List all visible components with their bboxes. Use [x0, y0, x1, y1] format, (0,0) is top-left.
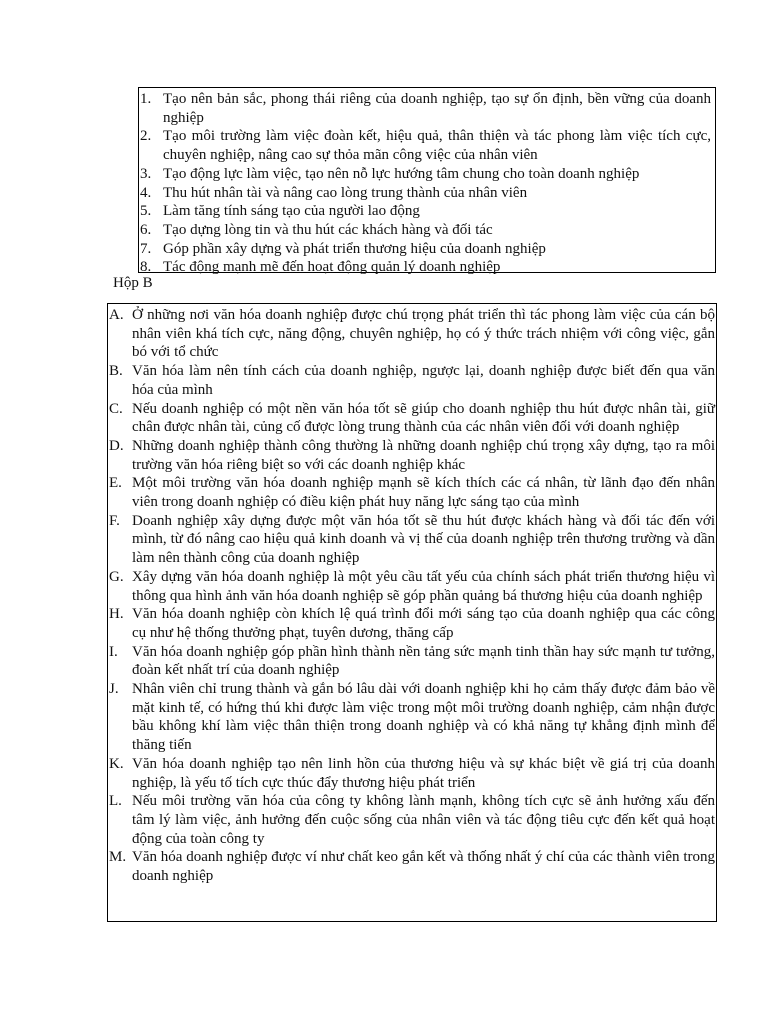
- item-text: Tạo động lực làm việc, tạo nên nỗ lực hướng tâm chung cho toàn doanh nghiệp: [163, 165, 640, 182]
- box-a-item-8: [139, 258, 715, 277]
- item-text: Góp phần xây dựng và phát triển thương hiệu của doanh nghiệp: [163, 240, 546, 257]
- box-a-item-3: [139, 165, 715, 184]
- item-letter: D.: [109, 437, 124, 454]
- box-b-item-g: [108, 568, 716, 605]
- item-text: Văn hóa làm nên tính cách của doanh nghiệp, ngược lại, doanh nghiệp được biết đến qua văn hóa của mình: [132, 363, 715, 398]
- box-b-item-b: [108, 362, 716, 399]
- item-text: Thu hút nhân tài và nâng cao lòng trung thành của nhân viên: [163, 184, 528, 201]
- box-b-item-i: [108, 643, 716, 680]
- item-letter: E.: [109, 475, 122, 492]
- item-text: Văn hóa doanh nghiệp còn khích lệ quá trình đổi mới sáng tạo của doanh nghiệp qua các công cụ như hệ thống thưởng phạt, tuyên dương, thăng cấp: [132, 606, 715, 641]
- item-text: Tác động mạnh mẽ đến hoạt động quản lý doanh nghiệp: [163, 259, 501, 276]
- item-letter: K.: [109, 755, 124, 772]
- box-a-item-7: [139, 240, 715, 259]
- box-b-item-l: [108, 792, 716, 848]
- box-a-item-1: [139, 90, 715, 127]
- box-b-item-m: [108, 848, 716, 885]
- item-text: Tạo môi trường làm việc đoàn kết, hiệu quả, thân thiện và tác phong làm việc tích cực, chuyên nghiệp, nâng cao sự thỏa mãn công việc của nhân viên: [163, 128, 711, 164]
- box-b-list: [107, 303, 717, 922]
- item-text: Văn hóa doanh nghiệp tạo nên linh hồn của thương hiệu và sự khác biệt về giá trị của doanh nghiệp, là yếu tố tích cực thúc đẩy thương hiệu phát triển: [132, 755, 715, 791]
- item-number: 1.: [140, 91, 152, 107]
- item-text: Nhân viên chỉ trung thành và gắn bó lâu dài với doanh nghiệp khi họ cảm thấy được đảm bảo về mặt kinh tế, có hứng thú khi được làm việc trong một môi trường doanh nghiệp, cảm nhận được bầu không khí làm việc thân thiện trong doanh nghiệp và có khả năng tự khẳng định mình để thăng tiến: [132, 681, 715, 754]
- item-text: Nếu doanh nghiệp có một nền văn hóa tốt sẽ giúp cho doanh nghiệp thu hút được nhân tài, giữ chân được nhân tài, củng cố được lòng trung thành của các nhân viên đối với doanh nghiệp: [132, 400, 715, 436]
- box-a-item-6: [139, 221, 715, 240]
- item-text: Những doanh nghiệp thành công thường là những doanh nghiệp chú trọng xây dựng, tạo ra môi trường văn hóa riêng biệt so với các doanh nghiệp khác: [132, 437, 715, 473]
- box-b-item-a: [108, 306, 716, 362]
- item-letter: A.: [109, 307, 124, 323]
- item-letter: L.: [109, 793, 122, 810]
- box-a-item-2: [139, 127, 715, 164]
- item-text: Làm tăng tính sáng tạo của người lao động: [163, 203, 420, 220]
- box-b-item-k: [108, 755, 716, 792]
- box-b-item-f: [108, 512, 716, 568]
- item-letter: G.: [109, 568, 124, 585]
- box-b-item-d: [108, 437, 716, 474]
- box-a-list: [138, 87, 716, 276]
- item-text: Ở những nơi văn hóa doanh nghiệp được chú trọng phát triển thì tác phong làm việc của cán bộ nhân viên khá tích cực, năng động, chuyên nghiệp, họ có ý thức trách nhiệm với công việc, gắn bó với tổ chức: [132, 307, 715, 361]
- item-text: Văn hóa doanh nghiệp góp phần hình thành nền tảng sức mạnh tinh thần hay sức mạnh tư tưởng, đoàn kết nhất trí của doanh nghiệp: [132, 643, 715, 679]
- item-text: Một môi trường văn hóa doanh nghiệp mạnh sẽ kích thích các cá nhân, từ lãnh đạo đến nhân viên trong doanh nghiệp có điều kiện phát huy năng lực sáng tạo của mình: [132, 475, 715, 511]
- box-a-item-4: [139, 184, 715, 203]
- item-number: 6.: [140, 221, 152, 238]
- item-text: Văn hóa doanh nghiệp được ví như chất keo gắn kết và thống nhất ý chí của các thành viên trong doanh nghiệp: [132, 849, 715, 885]
- item-number: 8.: [140, 259, 152, 276]
- item-text: Xây dựng văn hóa doanh nghiệp là một yêu cầu tất yếu của chính sách phát triển thương hiệu vì thông qua hình ảnh văn hóa doanh nghiệp sẽ góp phần quảng bá thương hiệu của doanh nghiệp: [132, 568, 715, 604]
- item-letter: J.: [109, 681, 119, 698]
- box-b-item-c: [108, 400, 716, 437]
- box-a-item-5: [139, 202, 715, 221]
- item-number: 2.: [140, 128, 152, 145]
- item-letter: F.: [109, 512, 120, 529]
- item-letter: H.: [109, 606, 124, 623]
- item-text: Tạo nên bản sắc, phong thái riêng của doanh nghiệp, tạo sự ổn định, bền vững của doanh nghiệp: [163, 91, 711, 126]
- box-b-item-e: [108, 474, 716, 511]
- item-letter: C.: [109, 400, 123, 417]
- item-number: 4.: [140, 184, 152, 201]
- box-b-label: Hộp B: [113, 275, 153, 291]
- item-number: 7.: [140, 240, 152, 257]
- item-letter: M.: [109, 849, 127, 866]
- item-number: 5.: [140, 203, 152, 220]
- item-letter: B.: [109, 363, 123, 380]
- item-letter: I.: [109, 643, 118, 660]
- item-number: 3.: [140, 165, 152, 182]
- box-b-item-h: [108, 605, 716, 642]
- box-b-item-j: [108, 680, 716, 755]
- item-text: Nếu môi trường văn hóa của công ty không lành mạnh, không tích cực sẽ ảnh hưởng xấu đến tâm lý làm việc, ảnh hưởng đến cuộc sống của nhân viên và tác động tiêu cực đến kết quả hoạt động của toàn công ty: [132, 793, 715, 847]
- item-text: Tạo dựng lòng tin và thu hút các khách hàng và đối tác: [163, 221, 493, 238]
- item-text: Doanh nghiệp xây dựng được một văn hóa tốt sẽ thu hút được khách hàng và đối tác đến với mình, từ đó nâng cao hiệu quả kinh doanh và vị thế của doanh nghiệp trên thương trường và dần làm nên thành công của doanh nghiệp: [132, 512, 715, 567]
